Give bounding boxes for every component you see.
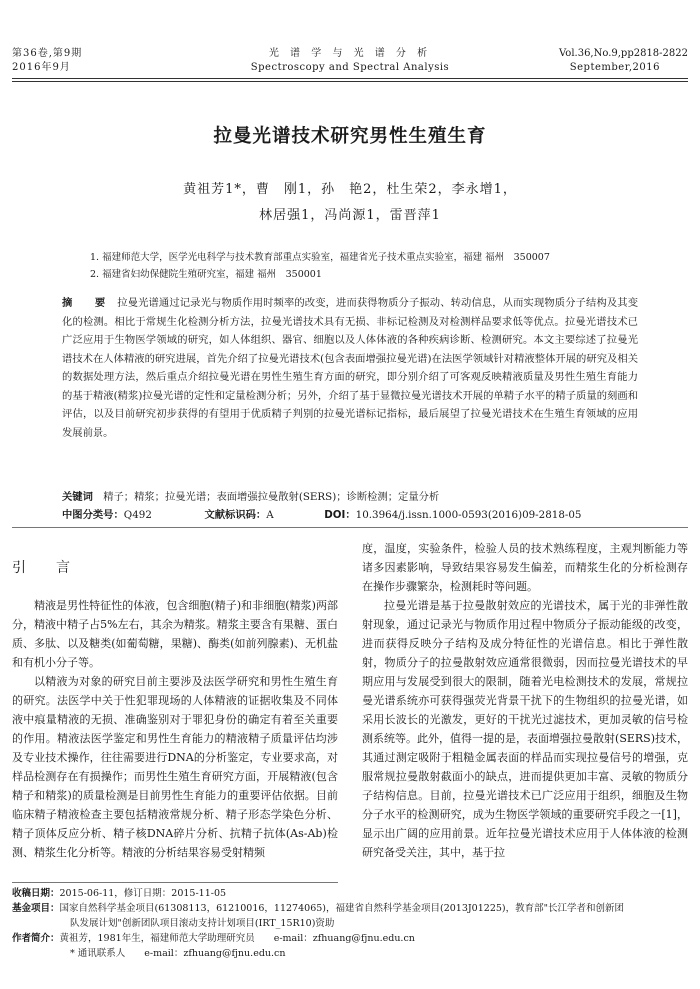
- doc-code-label: 文献标识码：: [204, 509, 267, 521]
- clc-value: Q492: [123, 509, 152, 521]
- paragraph: 以精液为对象的研究目前主要涉及法医学研究和男性生殖生育的研究。法医学中关于性犯罪现场的人体精液的证据收集及不同体液中痕量精液的无损、准确鉴别对于罪犯身份的确定有着至关重要的作用。精液法医学鉴定和男性生育能力的精液精子质量评估均涉及专业技术操作，往往需要进行DNA的分析鉴定，专业要求高，对样品检测存在有损操作；而男性生殖生育研究方面，开展精液(包含精子和精浆)的质量检测是目前男性生育能力的重要评估依据。目前临床精子精液检查主要包括精液常规分析、精子形态学染色分析、精子顶体反应分析、精子核DNA碎片分析、抗精子抗体(As-Ab)检测、精浆生化分析等。精液的分析结果容易受射精频: [12, 675, 338, 859]
- classification: [62, 506, 662, 521]
- abstract-separator: [12, 527, 688, 528]
- doc-code-value: A: [266, 509, 274, 521]
- clc-label: 中图分类号：: [62, 509, 124, 521]
- received-dates: 2015-06-11，修订日期：2015-11-05: [59, 888, 227, 899]
- issue-date: 2016年9月: [12, 62, 71, 73]
- issue-date-en: September,2016: [569, 62, 660, 73]
- abstract: [62, 294, 638, 442]
- keywords-label: 关键词: [62, 491, 93, 503]
- fund-line-2: 队发展计划"创新团队项目滚动支持计划项目(IRT_15R10)资助: [70, 918, 335, 929]
- right-column: [362, 539, 688, 862]
- journal-title-en: Spectroscopy and Spectral Analysis: [250, 62, 450, 73]
- journal-title-cn: 光 谱 学 与 光 谱 分 析: [268, 48, 432, 59]
- corresponding-author: * 通讯联系人 e-mail：zfhuang@fjnu.edu.cn: [70, 948, 286, 959]
- volume-info: Vol.36,No.9,pp2818-2822: [559, 48, 688, 59]
- fund-line-1: 国家自然科学基金项目(61308113，61210016，11274065)，福建省自然科学基金项目(2013J01225)，教育部"长江学者和创新团: [59, 903, 624, 914]
- header-rule-2: [12, 81, 688, 82]
- issue-number: 第36卷,第9期: [12, 48, 83, 59]
- affiliation-1: 1. 福建师范大学，医学光电科学与技术教育部重点实验室，福建省光子技术重点实验室，福建 福州 350007: [90, 252, 550, 263]
- affiliation-2: 2. 福建省妇幼保健院生殖研究室，福建 福州 350001: [90, 269, 322, 280]
- paragraph: 精液是男性特征性的体液，包含细胞(精子)和非细胞(精浆)两部分，精液中精子占5%左右，其余为精浆。精浆主要含有果糖、蛋白质、多肽、以及糖类(如葡萄糖，果糖)、酶类(如前列腺素)、无机盐和有机小分子等。: [12, 599, 338, 669]
- doi-value: 10.3964/j.issn.1000-0593(2016)09-2818-05: [355, 509, 582, 521]
- section-heading: 引 言: [12, 560, 78, 576]
- keywords: [62, 488, 662, 503]
- left-column: [12, 596, 338, 862]
- paragraph: 拉曼光谱是基于拉曼散射效应的光谱技术，属于光的非弹性散射现象，通过记录光与物质作用过程中物质分子振动能级的改变，进而获得反映分子结构及成分特征性的光谱信息。相比于弹性散射，物质分子的拉曼散射效应通常很微弱，因而拉曼光谱技术的早期应用与发展受到很大的限制，随着光电检测技术的发展，常规拉曼光谱系统亦可获得强荧光背景干扰下的生物组织的拉曼光谱，如采用长波长的光激发，更好的干扰光过滤技术，更加灵敏的信号检测系统等。此外，值得一提的是，表面增强拉曼散射(SERS)技术，其通过测定吸附于粗糙金属表面的样品而实现拉曼信号的增强，克服常规拉曼散射截面小的缺点，进而提供更加丰富、灵敏的物质分子结构信息。目前，拉曼光谱技术已广泛应用于组织，细胞及生物分子水平的检测研究，成为生物医学领域的重要研究手段之一[1]，显示出广阔的应用前景。近年拉曼光谱技术应用于人体体液的检测研究备受关注，其中，基于拉: [362, 599, 688, 859]
- authors-line-2: 林居强1，冯尚源1，雷晋萍1: [259, 208, 441, 223]
- header-rule: [12, 78, 688, 79]
- author-bio-label: 作者简介：: [12, 933, 60, 944]
- author-bio: 黄祖芳，1981年生，福建师范大学助理研究员 e-mail：zfhuang@fjnu.edu.cn: [59, 933, 415, 944]
- fund-label: 基金项目：: [12, 903, 60, 914]
- footnotes: [12, 886, 688, 961]
- abstract-text: 拉曼光谱通过记录光与物质作用时频率的改变，进而获得物质分子振动、转动信息，从而实现物质分子结构及其变化的检测。相比于常规生化检测分析方法，拉曼光谱技术具有无损、非标记检测及对检测样品要求低等优点。拉曼光谱技术已广泛应用于生物医学领域的研究，如人体组织、器官、细胞以及人体体液的各种疾病诊断、检测研究。本文主要综述了拉曼光谱技术在人体精液的研究进展，首先介绍了拉曼光谱技术(包含表面增强拉曼光谱)在法医学领域针对精液整体开展的研究及相关的数据处理方法，然后重点介绍拉曼光谱在男性生殖生育方面的研究，即分别介绍了可客观反映精液质量及男性生殖生育能力的基于精液(精浆)拉曼光谱的定性和定量检测分析；另外，介绍了基于显微拉曼光谱技术开展的单精子水平的精子质量的刻画和评估，以及目前研究初步获得的有望用于优质精子判别的拉曼光谱标记指标，最后展望了拉曼光谱技术在生殖生育领域的应用发展前景。: [62, 297, 639, 439]
- footnote-rule: [12, 882, 338, 883]
- abstract-label: 摘 要: [62, 297, 112, 309]
- article-title: 拉曼光谱技术研究男性生殖生育: [213, 126, 487, 147]
- authors-line-1: 黄祖芳1*，曹 刚1，孙 艳2，杜生荣2，李永增1，: [183, 182, 517, 197]
- keywords-text: 精子；精浆；拉曼光谱；表面增强拉曼散射(SERS)；诊断检测；定量分析: [103, 491, 440, 503]
- received-label: 收稿日期：: [12, 888, 60, 899]
- paragraph: 度，温度，实验条件，检验人员的技术熟练程度，主观判断能力等诸多因素影响，导致结果容易发生偏差，而精浆生化的分析检测存在操作步骤繁杂，检测耗时等问题。: [362, 542, 688, 593]
- doi-label: DOI：: [324, 509, 356, 521]
